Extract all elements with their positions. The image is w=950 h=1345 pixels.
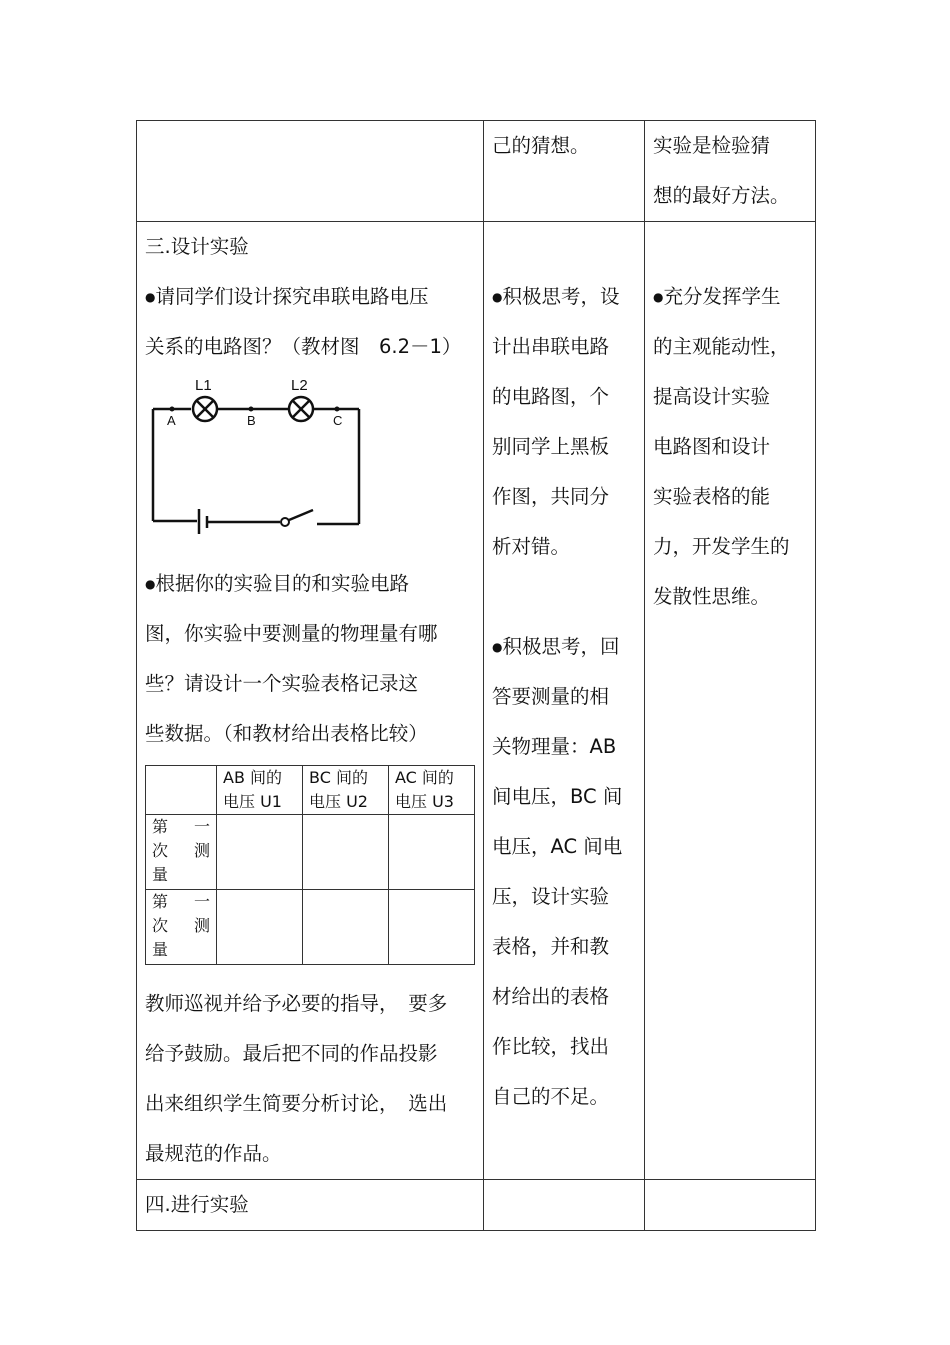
- data-record-table: [145, 765, 475, 965]
- lamp-l1-label: L1: [195, 377, 212, 394]
- series-circuit-diagram: [145, 372, 365, 537]
- text-line: 实验是检验猜: [653, 134, 771, 157]
- column-header-u2: BC 间的 电压 U2: [303, 766, 389, 815]
- text-line: 最规范的作品。: [145, 1142, 282, 1165]
- text-line: 些？请设计一个实验表格记录这: [145, 672, 419, 695]
- row-design-experiment: [137, 222, 816, 1180]
- text-line: [653, 222, 807, 272]
- text-line: ● 积极思考，回: [492, 622, 636, 672]
- table-cell: [389, 815, 475, 890]
- cell-design-intent: [645, 222, 816, 1180]
- cell-student-activity: [484, 1180, 645, 1231]
- cell-teacher-activity: [137, 222, 484, 1180]
- text-line: 实验表格的能: [653, 485, 771, 508]
- cell-student-activity: [484, 222, 645, 1180]
- point-a-label: A: [167, 413, 176, 428]
- lesson-plan-table: [136, 120, 816, 1231]
- text-line: 的主观能动性，: [653, 335, 790, 358]
- text-line: 作图，共同分: [492, 485, 610, 508]
- text-line: 电路图和设计: [653, 435, 771, 458]
- text-line: 自己的不足。: [492, 1085, 610, 1108]
- row-label: 第 一 次 测 量: [146, 815, 217, 890]
- text-line: 材给出的表格: [492, 985, 610, 1008]
- text-line: 表格，并和教: [492, 935, 610, 958]
- text-line: 的电路图，个: [492, 385, 610, 408]
- text-line: 压，设计实验: [492, 885, 610, 908]
- cell-teacher-activity: [137, 1180, 484, 1231]
- cell-empty: [137, 121, 484, 222]
- row-conduct-experiment: [137, 1180, 816, 1231]
- row-label: 第 一 次 测 量: [146, 890, 217, 965]
- table-cell: [217, 815, 303, 890]
- point-b-label: B: [247, 413, 256, 428]
- text-line: 作比较，找出: [492, 1035, 610, 1058]
- cell-design-intent: [645, 121, 816, 222]
- text-line: 析对错。: [492, 535, 571, 558]
- text-line: 间电压，BC 间: [492, 785, 623, 808]
- table-cell: [389, 890, 475, 965]
- text-line: 计出串联电路: [492, 335, 610, 358]
- section-title: 四.进行实验: [145, 1193, 249, 1216]
- table-cell: [217, 890, 303, 965]
- text-line: [492, 572, 636, 622]
- text-line: 图，你实验中要测量的物理量有哪: [145, 622, 438, 645]
- text-line: ● 充分发挥学生: [653, 272, 807, 322]
- table-row: [146, 815, 475, 890]
- text-line: [492, 222, 636, 272]
- table-cell: [303, 890, 389, 965]
- text-line: 发散性思维。: [653, 585, 771, 608]
- table-row: [146, 890, 475, 965]
- row-hypothesis: [137, 121, 816, 222]
- text-line: 教师巡视并给予必要的指导， 要多: [145, 992, 448, 1015]
- question-measure: ● 根据你的实验目的和实验电路: [145, 559, 475, 609]
- column-header-u1: AB 间的 电压 U1: [217, 766, 303, 815]
- cell-student-activity: [484, 121, 645, 222]
- table-corner-cell: [146, 766, 217, 815]
- text-line: 出来组织学生简要分析讨论， 选出: [145, 1092, 448, 1115]
- text-line: 己的猜想。: [492, 134, 590, 157]
- text-line: 电压，AC 间电: [492, 835, 623, 858]
- section-title: 三.设计实验: [145, 235, 249, 258]
- text-line: 给予鼓励。最后把不同的作品投影: [145, 1042, 438, 1065]
- point-c-label: C: [333, 413, 343, 428]
- text-line: 力，开发学生的: [653, 535, 790, 558]
- text-line: ● 积极思考，设: [492, 272, 636, 322]
- cell-design-intent: [645, 1180, 816, 1231]
- table-cell: [303, 815, 389, 890]
- text-line: 关物理量：AB: [492, 735, 617, 758]
- text-line: 关系的电路图？（教材图 6.2－1）: [145, 335, 462, 358]
- switch-icon: [281, 518, 289, 526]
- text-line: 些数据。（和教材给出表格比较）: [145, 722, 428, 745]
- question-circuit: ● 请同学们设计探究串联电路电压: [145, 272, 475, 322]
- text-line: 别同学上黑板: [492, 435, 610, 458]
- text-line: 提高设计实验: [653, 385, 771, 408]
- text-line: 想的最好方法。: [653, 184, 790, 207]
- lamp-l2-label: L2: [291, 377, 308, 394]
- column-header-u3: AC 间的 电压 U3: [389, 766, 475, 815]
- table-header-row: [146, 766, 475, 815]
- text-line: 答要测量的相: [492, 685, 610, 708]
